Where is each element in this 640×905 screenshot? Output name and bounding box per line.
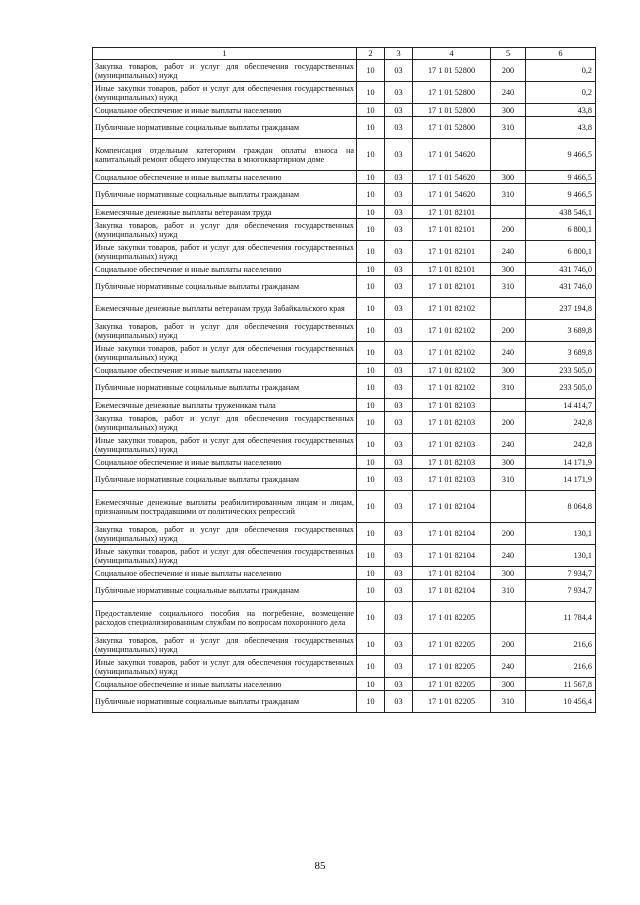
table-row bbox=[93, 342, 596, 364]
subsection-code-cell: 03 bbox=[385, 412, 413, 434]
subsection-code-cell: 03 bbox=[385, 602, 413, 634]
table-row bbox=[93, 567, 596, 580]
target-article-cell: 17 1 01 82102 bbox=[413, 298, 491, 320]
expense-type-cell: 300 bbox=[491, 171, 526, 184]
subsection-code-cell: 03 bbox=[385, 241, 413, 263]
amount-cell: 242,8 bbox=[526, 434, 596, 456]
table-row bbox=[93, 399, 596, 412]
table-row bbox=[93, 276, 596, 298]
expense-type-cell bbox=[491, 139, 526, 171]
expense-type-cell: 310 bbox=[491, 469, 526, 491]
expense-name-cell: Иные закупки товаров, работ и услуг для обеспечения государственных (муниципальных) нужд bbox=[93, 434, 357, 456]
budget-table bbox=[92, 47, 596, 713]
subsection-code-cell: 03 bbox=[385, 634, 413, 656]
table-row bbox=[93, 82, 596, 104]
subsection-code-cell: 03 bbox=[385, 399, 413, 412]
table-row bbox=[93, 171, 596, 184]
amount-cell: 130,1 bbox=[526, 523, 596, 545]
expense-name-cell: Иные закупки товаров, работ и услуг для обеспечения государственных (муниципальных) нужд bbox=[93, 241, 357, 263]
subsection-code-cell: 03 bbox=[385, 691, 413, 713]
section-code-cell: 10 bbox=[357, 602, 385, 634]
section-code-cell: 10 bbox=[357, 567, 385, 580]
section-code-cell: 10 bbox=[357, 634, 385, 656]
section-code-cell: 10 bbox=[357, 412, 385, 434]
section-code-cell: 10 bbox=[357, 491, 385, 523]
amount-cell: 8 064,8 bbox=[526, 491, 596, 523]
target-article-cell: 17 1 01 82205 bbox=[413, 678, 491, 691]
subsection-code-cell: 03 bbox=[385, 219, 413, 241]
expense-name-cell: Публичные нормативные социальные выплаты гражданам bbox=[93, 117, 357, 139]
header-cell: 4 bbox=[413, 48, 491, 60]
expense-name-cell: Иные закупки товаров, работ и услуг для обеспечения государственных (муниципальных) нужд bbox=[93, 342, 357, 364]
expense-name-cell: Закупка товаров, работ и услуг для обеспечения государственных (муниципальных) нужд bbox=[93, 412, 357, 434]
expense-type-cell bbox=[491, 206, 526, 219]
amount-cell: 3 689,8 bbox=[526, 320, 596, 342]
expense-type-cell: 240 bbox=[491, 82, 526, 104]
subsection-code-cell: 03 bbox=[385, 104, 413, 117]
expense-name-cell: Закупка товаров, работ и услуг для обеспечения государственных (муниципальных) нужд bbox=[93, 219, 357, 241]
section-code-cell: 10 bbox=[357, 320, 385, 342]
subsection-code-cell: 03 bbox=[385, 545, 413, 567]
amount-cell: 130,1 bbox=[526, 545, 596, 567]
subsection-code-cell: 03 bbox=[385, 82, 413, 104]
section-code-cell: 10 bbox=[357, 469, 385, 491]
target-article-cell: 17 1 01 82103 bbox=[413, 434, 491, 456]
target-article-cell: 17 1 01 54620 bbox=[413, 184, 491, 206]
amount-cell: 43,8 bbox=[526, 104, 596, 117]
target-article-cell: 17 1 01 54620 bbox=[413, 139, 491, 171]
table-row bbox=[93, 412, 596, 434]
expense-name-cell: Предоставление социального пособия на погребение, возмещение расходов специализированным службам по вопросам похоронного дела bbox=[93, 602, 357, 634]
subsection-code-cell: 03 bbox=[385, 263, 413, 276]
amount-cell: 43,8 bbox=[526, 117, 596, 139]
expense-type-cell: 200 bbox=[491, 60, 526, 82]
target-article-cell: 17 1 01 82103 bbox=[413, 399, 491, 412]
table-row bbox=[93, 139, 596, 171]
target-article-cell: 17 1 01 82104 bbox=[413, 580, 491, 602]
amount-cell: 9 466,5 bbox=[526, 139, 596, 171]
target-article-cell: 17 1 01 82101 bbox=[413, 241, 491, 263]
table-row bbox=[93, 320, 596, 342]
target-article-cell: 17 1 01 82102 bbox=[413, 364, 491, 377]
section-code-cell: 10 bbox=[357, 399, 385, 412]
target-article-cell: 17 1 01 82205 bbox=[413, 634, 491, 656]
section-code-cell: 10 bbox=[357, 456, 385, 469]
expense-type-cell: 200 bbox=[491, 219, 526, 241]
expense-type-cell: 310 bbox=[491, 580, 526, 602]
table-row bbox=[93, 491, 596, 523]
target-article-cell: 17 1 01 82205 bbox=[413, 656, 491, 678]
target-article-cell: 17 1 01 82205 bbox=[413, 691, 491, 713]
amount-cell: 14 171,9 bbox=[526, 456, 596, 469]
amount-cell: 3 689,8 bbox=[526, 342, 596, 364]
amount-cell: 431 746,0 bbox=[526, 263, 596, 276]
amount-cell: 9 466,5 bbox=[526, 184, 596, 206]
amount-cell: 216,6 bbox=[526, 656, 596, 678]
amount-cell: 0,2 bbox=[526, 60, 596, 82]
section-code-cell: 10 bbox=[357, 171, 385, 184]
section-code-cell: 10 bbox=[357, 434, 385, 456]
section-code-cell: 10 bbox=[357, 545, 385, 567]
header-cell: 6 bbox=[526, 48, 596, 60]
section-code-cell: 10 bbox=[357, 219, 385, 241]
table-row bbox=[93, 60, 596, 82]
target-article-cell: 17 1 01 82104 bbox=[413, 491, 491, 523]
target-article-cell: 17 1 01 82103 bbox=[413, 469, 491, 491]
expense-type-cell: 300 bbox=[491, 263, 526, 276]
expense-type-cell: 240 bbox=[491, 241, 526, 263]
table-row bbox=[93, 298, 596, 320]
header-cell: 3 bbox=[385, 48, 413, 60]
target-article-cell: 17 1 01 82101 bbox=[413, 263, 491, 276]
expense-name-cell: Ежемесячные денежные выплаты реабилитированным лицам и лицам, признанным пострадавшими от политических репрессий bbox=[93, 491, 357, 523]
amount-cell: 242,8 bbox=[526, 412, 596, 434]
target-article-cell: 17 1 01 82102 bbox=[413, 342, 491, 364]
table-row bbox=[93, 104, 596, 117]
expense-type-cell: 200 bbox=[491, 412, 526, 434]
subsection-code-cell: 03 bbox=[385, 456, 413, 469]
table-row bbox=[93, 545, 596, 567]
subsection-code-cell: 03 bbox=[385, 276, 413, 298]
section-code-cell: 10 bbox=[357, 263, 385, 276]
expense-name-cell: Социальное обеспечение и иные выплаты населению bbox=[93, 104, 357, 117]
table-row bbox=[93, 117, 596, 139]
amount-cell: 431 746,0 bbox=[526, 276, 596, 298]
target-article-cell: 17 1 01 82102 bbox=[413, 320, 491, 342]
expense-type-cell: 200 bbox=[491, 320, 526, 342]
table-row bbox=[93, 219, 596, 241]
table-row bbox=[93, 656, 596, 678]
amount-cell: 237 194,8 bbox=[526, 298, 596, 320]
section-code-cell: 10 bbox=[357, 117, 385, 139]
section-code-cell: 10 bbox=[357, 377, 385, 399]
subsection-code-cell: 03 bbox=[385, 117, 413, 139]
section-code-cell: 10 bbox=[357, 82, 385, 104]
expense-type-cell: 300 bbox=[491, 456, 526, 469]
expense-type-cell: 200 bbox=[491, 523, 526, 545]
expense-name-cell: Закупка товаров, работ и услуг для обеспечения государственных (муниципальных) нужд bbox=[93, 523, 357, 545]
target-article-cell: 17 1 01 52800 bbox=[413, 60, 491, 82]
amount-cell: 6 800,1 bbox=[526, 219, 596, 241]
expense-type-cell: 310 bbox=[491, 691, 526, 713]
subsection-code-cell: 03 bbox=[385, 567, 413, 580]
target-article-cell: 17 1 01 82101 bbox=[413, 219, 491, 241]
subsection-code-cell: 03 bbox=[385, 523, 413, 545]
expense-name-cell: Публичные нормативные социальные выплаты гражданам bbox=[93, 691, 357, 713]
expense-type-cell: 310 bbox=[491, 276, 526, 298]
target-article-cell: 17 1 01 52800 bbox=[413, 117, 491, 139]
target-article-cell: 17 1 01 82103 bbox=[413, 412, 491, 434]
amount-cell: 233 505,0 bbox=[526, 364, 596, 377]
expense-name-cell: Публичные нормативные социальные выплаты гражданам bbox=[93, 469, 357, 491]
table-row bbox=[93, 184, 596, 206]
expense-type-cell bbox=[491, 491, 526, 523]
subsection-code-cell: 03 bbox=[385, 206, 413, 219]
subsection-code-cell: 03 bbox=[385, 184, 413, 206]
amount-cell: 7 934,7 bbox=[526, 567, 596, 580]
target-article-cell: 17 1 01 82205 bbox=[413, 602, 491, 634]
expense-name-cell: Закупка товаров, работ и услуг для обеспечения государственных (муниципальных) нужд bbox=[93, 634, 357, 656]
header-row bbox=[93, 48, 596, 60]
section-code-cell: 10 bbox=[357, 580, 385, 602]
expense-name-cell: Закупка товаров, работ и услуг для обеспечения государственных (муниципальных) нужд bbox=[93, 320, 357, 342]
subsection-code-cell: 03 bbox=[385, 469, 413, 491]
table-row bbox=[93, 263, 596, 276]
expense-name-cell: Социальное обеспечение и иные выплаты населению bbox=[93, 171, 357, 184]
expense-type-cell: 300 bbox=[491, 678, 526, 691]
expense-type-cell: 310 bbox=[491, 117, 526, 139]
expense-name-cell: Публичные нормативные социальные выплаты гражданам bbox=[93, 276, 357, 298]
expense-name-cell: Ежемесячные денежные выплаты ветеранам труда bbox=[93, 206, 357, 219]
subsection-code-cell: 03 bbox=[385, 342, 413, 364]
expense-name-cell: Социальное обеспечение и иные выплаты населению bbox=[93, 567, 357, 580]
expense-name-cell: Публичные нормативные социальные выплаты гражданам bbox=[93, 184, 357, 206]
target-article-cell: 17 1 01 82101 bbox=[413, 276, 491, 298]
expense-name-cell: Ежемесячные денежные выплаты ветеранам труда Забайкальского края bbox=[93, 298, 357, 320]
subsection-code-cell: 03 bbox=[385, 491, 413, 523]
target-article-cell: 17 1 01 52800 bbox=[413, 82, 491, 104]
section-code-cell: 10 bbox=[357, 342, 385, 364]
subsection-code-cell: 03 bbox=[385, 377, 413, 399]
expense-type-cell: 200 bbox=[491, 634, 526, 656]
section-code-cell: 10 bbox=[357, 298, 385, 320]
expense-type-cell: 240 bbox=[491, 342, 526, 364]
target-article-cell: 17 1 01 82104 bbox=[413, 523, 491, 545]
section-code-cell: 10 bbox=[357, 691, 385, 713]
table-row bbox=[93, 691, 596, 713]
expense-type-cell bbox=[491, 399, 526, 412]
header-cell: 5 bbox=[491, 48, 526, 60]
table-row bbox=[93, 580, 596, 602]
expense-type-cell: 300 bbox=[491, 567, 526, 580]
section-code-cell: 10 bbox=[357, 656, 385, 678]
expense-name-cell: Иные закупки товаров, работ и услуг для обеспечения государственных (муниципальных) нужд bbox=[93, 82, 357, 104]
expense-name-cell: Социальное обеспечение и иные выплаты населению bbox=[93, 678, 357, 691]
section-code-cell: 10 bbox=[357, 139, 385, 171]
subsection-code-cell: 03 bbox=[385, 656, 413, 678]
subsection-code-cell: 03 bbox=[385, 60, 413, 82]
amount-cell: 0,2 bbox=[526, 82, 596, 104]
subsection-code-cell: 03 bbox=[385, 171, 413, 184]
subsection-code-cell: 03 bbox=[385, 434, 413, 456]
amount-cell: 7 934,7 bbox=[526, 580, 596, 602]
section-code-cell: 10 bbox=[357, 104, 385, 117]
expense-name-cell: Иные закупки товаров, работ и услуг для обеспечения государственных (муниципальных) нужд bbox=[93, 545, 357, 567]
table-row bbox=[93, 364, 596, 377]
expense-type-cell: 240 bbox=[491, 656, 526, 678]
section-code-cell: 10 bbox=[357, 276, 385, 298]
amount-cell: 233 505,0 bbox=[526, 377, 596, 399]
table-row bbox=[93, 634, 596, 656]
expense-type-cell: 310 bbox=[491, 377, 526, 399]
section-code-cell: 10 bbox=[357, 678, 385, 691]
amount-cell: 6 800,1 bbox=[526, 241, 596, 263]
subsection-code-cell: 03 bbox=[385, 298, 413, 320]
target-article-cell: 17 1 01 82101 bbox=[413, 206, 491, 219]
subsection-code-cell: 03 bbox=[385, 580, 413, 602]
target-article-cell: 17 1 01 54620 bbox=[413, 171, 491, 184]
table-body bbox=[93, 48, 596, 713]
subsection-code-cell: 03 bbox=[385, 139, 413, 171]
section-code-cell: 10 bbox=[357, 241, 385, 263]
expense-type-cell: 300 bbox=[491, 364, 526, 377]
table-row bbox=[93, 602, 596, 634]
subsection-code-cell: 03 bbox=[385, 678, 413, 691]
expense-name-cell: Иные закупки товаров, работ и услуг для обеспечения государственных (муниципальных) нужд bbox=[93, 656, 357, 678]
section-code-cell: 10 bbox=[357, 184, 385, 206]
expense-name-cell: Публичные нормативные социальные выплаты гражданам bbox=[93, 377, 357, 399]
expense-name-cell: Закупка товаров, работ и услуг для обеспечения государственных (муниципальных) нужд bbox=[93, 60, 357, 82]
table-row bbox=[93, 523, 596, 545]
expense-type-cell: 240 bbox=[491, 434, 526, 456]
amount-cell: 14 171,9 bbox=[526, 469, 596, 491]
expense-name-cell: Социальное обеспечение и иные выплаты населению bbox=[93, 456, 357, 469]
table-row bbox=[93, 456, 596, 469]
amount-cell: 11 784,4 bbox=[526, 602, 596, 634]
section-code-cell: 10 bbox=[357, 206, 385, 219]
table-row bbox=[93, 241, 596, 263]
subsection-code-cell: 03 bbox=[385, 320, 413, 342]
page-number: 85 bbox=[314, 860, 326, 872]
expense-type-cell bbox=[491, 602, 526, 634]
target-article-cell: 17 1 01 82103 bbox=[413, 456, 491, 469]
expense-type-cell: 310 bbox=[491, 184, 526, 206]
target-article-cell: 17 1 01 52800 bbox=[413, 104, 491, 117]
amount-cell: 9 466,5 bbox=[526, 171, 596, 184]
expense-name-cell: Социальное обеспечение и иные выплаты населению bbox=[93, 364, 357, 377]
expense-name-cell: Публичные нормативные социальные выплаты гражданам bbox=[93, 580, 357, 602]
table-row bbox=[93, 434, 596, 456]
amount-cell: 11 567,8 bbox=[526, 678, 596, 691]
expense-name-cell: Компенсация отдельным категориям граждан оплаты взноса на капитальный ремонт общего имущества в многоквартирном доме bbox=[93, 139, 357, 171]
target-article-cell: 17 1 01 82104 bbox=[413, 567, 491, 580]
target-article-cell: 17 1 01 82102 bbox=[413, 377, 491, 399]
subsection-code-cell: 03 bbox=[385, 364, 413, 377]
table-row bbox=[93, 678, 596, 691]
section-code-cell: 10 bbox=[357, 364, 385, 377]
amount-cell: 438 546,1 bbox=[526, 206, 596, 219]
section-code-cell: 10 bbox=[357, 523, 385, 545]
header-cell: 2 bbox=[357, 48, 385, 60]
target-article-cell: 17 1 01 82104 bbox=[413, 545, 491, 567]
table-row bbox=[93, 206, 596, 219]
amount-cell: 10 456,4 bbox=[526, 691, 596, 713]
expense-type-cell: 300 bbox=[491, 104, 526, 117]
expense-type-cell: 240 bbox=[491, 545, 526, 567]
amount-cell: 14 414,7 bbox=[526, 399, 596, 412]
table-row bbox=[93, 469, 596, 491]
expense-name-cell: Социальное обеспечение и иные выплаты населению bbox=[93, 263, 357, 276]
expense-type-cell bbox=[491, 298, 526, 320]
header-cell: 1 bbox=[93, 48, 357, 60]
table-row bbox=[93, 377, 596, 399]
expense-name-cell: Ежемесячные денежные выплаты труженикам тыла bbox=[93, 399, 357, 412]
section-code-cell: 10 bbox=[357, 60, 385, 82]
amount-cell: 216,6 bbox=[526, 634, 596, 656]
